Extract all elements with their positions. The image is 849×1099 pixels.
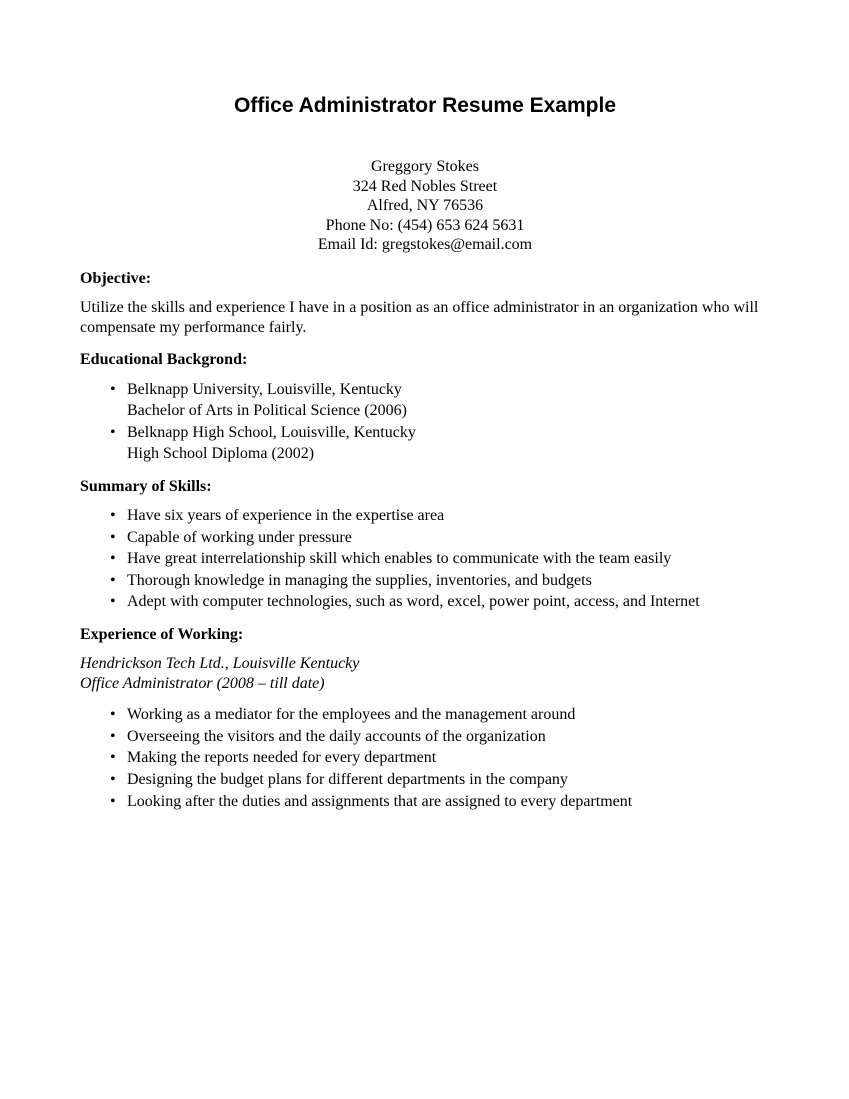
experience-item: • Designing the budget plans for different departments in the company [80, 770, 770, 790]
experience-list [80, 705, 770, 811]
skill-item: • Thorough knowledge in managing the supplies, inventories, and budgets [80, 571, 770, 591]
contact-city: Alfred, NY 76536 [366, 197, 484, 215]
skill-item: • Capable of working under pressure [80, 528, 770, 548]
skill-item: • Have great interrelationship skill which enables to communicate with the team easily [80, 549, 770, 569]
contact-block [80, 157, 770, 255]
education-item-line1: • Belknapp University, Louisville, Kentucky [80, 380, 770, 400]
objective-text: Utilize the skills and experience I have in a position as an office administrator in an organization who will compensate my performance fairly. [80, 299, 759, 336]
section-education [80, 350, 770, 464]
skills-list [80, 506, 770, 612]
skill-item: • Adept with computer technologies, such as word, excel, power point, access, and Internet [80, 592, 770, 612]
education-item-line1: • Belknapp High School, Louisville, Kentucky [80, 423, 770, 443]
section-experience [80, 625, 770, 811]
education-item [80, 423, 770, 464]
contact-email: Email Id: gregstokes@email.com [317, 236, 533, 254]
contact-street: 324 Red Nobles Street [352, 177, 498, 195]
education-list [80, 380, 770, 464]
skills-heading: Summary of Skills: [80, 477, 212, 495]
education-heading: Educational Backgrond: [80, 351, 248, 369]
experience-item: • Working as a mediator for the employees and the management around [80, 705, 770, 725]
experience-item: • Making the reports needed for every department [80, 748, 770, 768]
experience-employer-block [80, 654, 770, 693]
experience-role: Office Administrator (2008 – till date) [80, 674, 325, 692]
experience-item: • Overseeing the visitors and the daily accounts of the organization [80, 727, 770, 747]
education-item-line2: High School Diploma (2002) [127, 445, 315, 463]
experience-item: • Looking after the duties and assignments that are assigned to every department [80, 792, 770, 812]
section-objective [80, 269, 770, 338]
experience-company: Hendrickson Tech Ltd., Louisville Kentucky [80, 655, 360, 673]
contact-phone: Phone No: (454) 653 624 5631 [325, 216, 525, 234]
section-skills [80, 477, 770, 612]
contact-name: Greggory Stokes [371, 158, 479, 176]
document-title: Office Administrator Resume Example [234, 94, 616, 117]
objective-heading: Objective: [80, 269, 152, 287]
skill-item: • Have six years of experience in the expertise area [80, 506, 770, 526]
education-item [80, 380, 770, 421]
experience-heading: Experience of Working: [80, 625, 244, 643]
education-item-line2: Bachelor of Arts in Political Science (2006) [127, 402, 407, 420]
